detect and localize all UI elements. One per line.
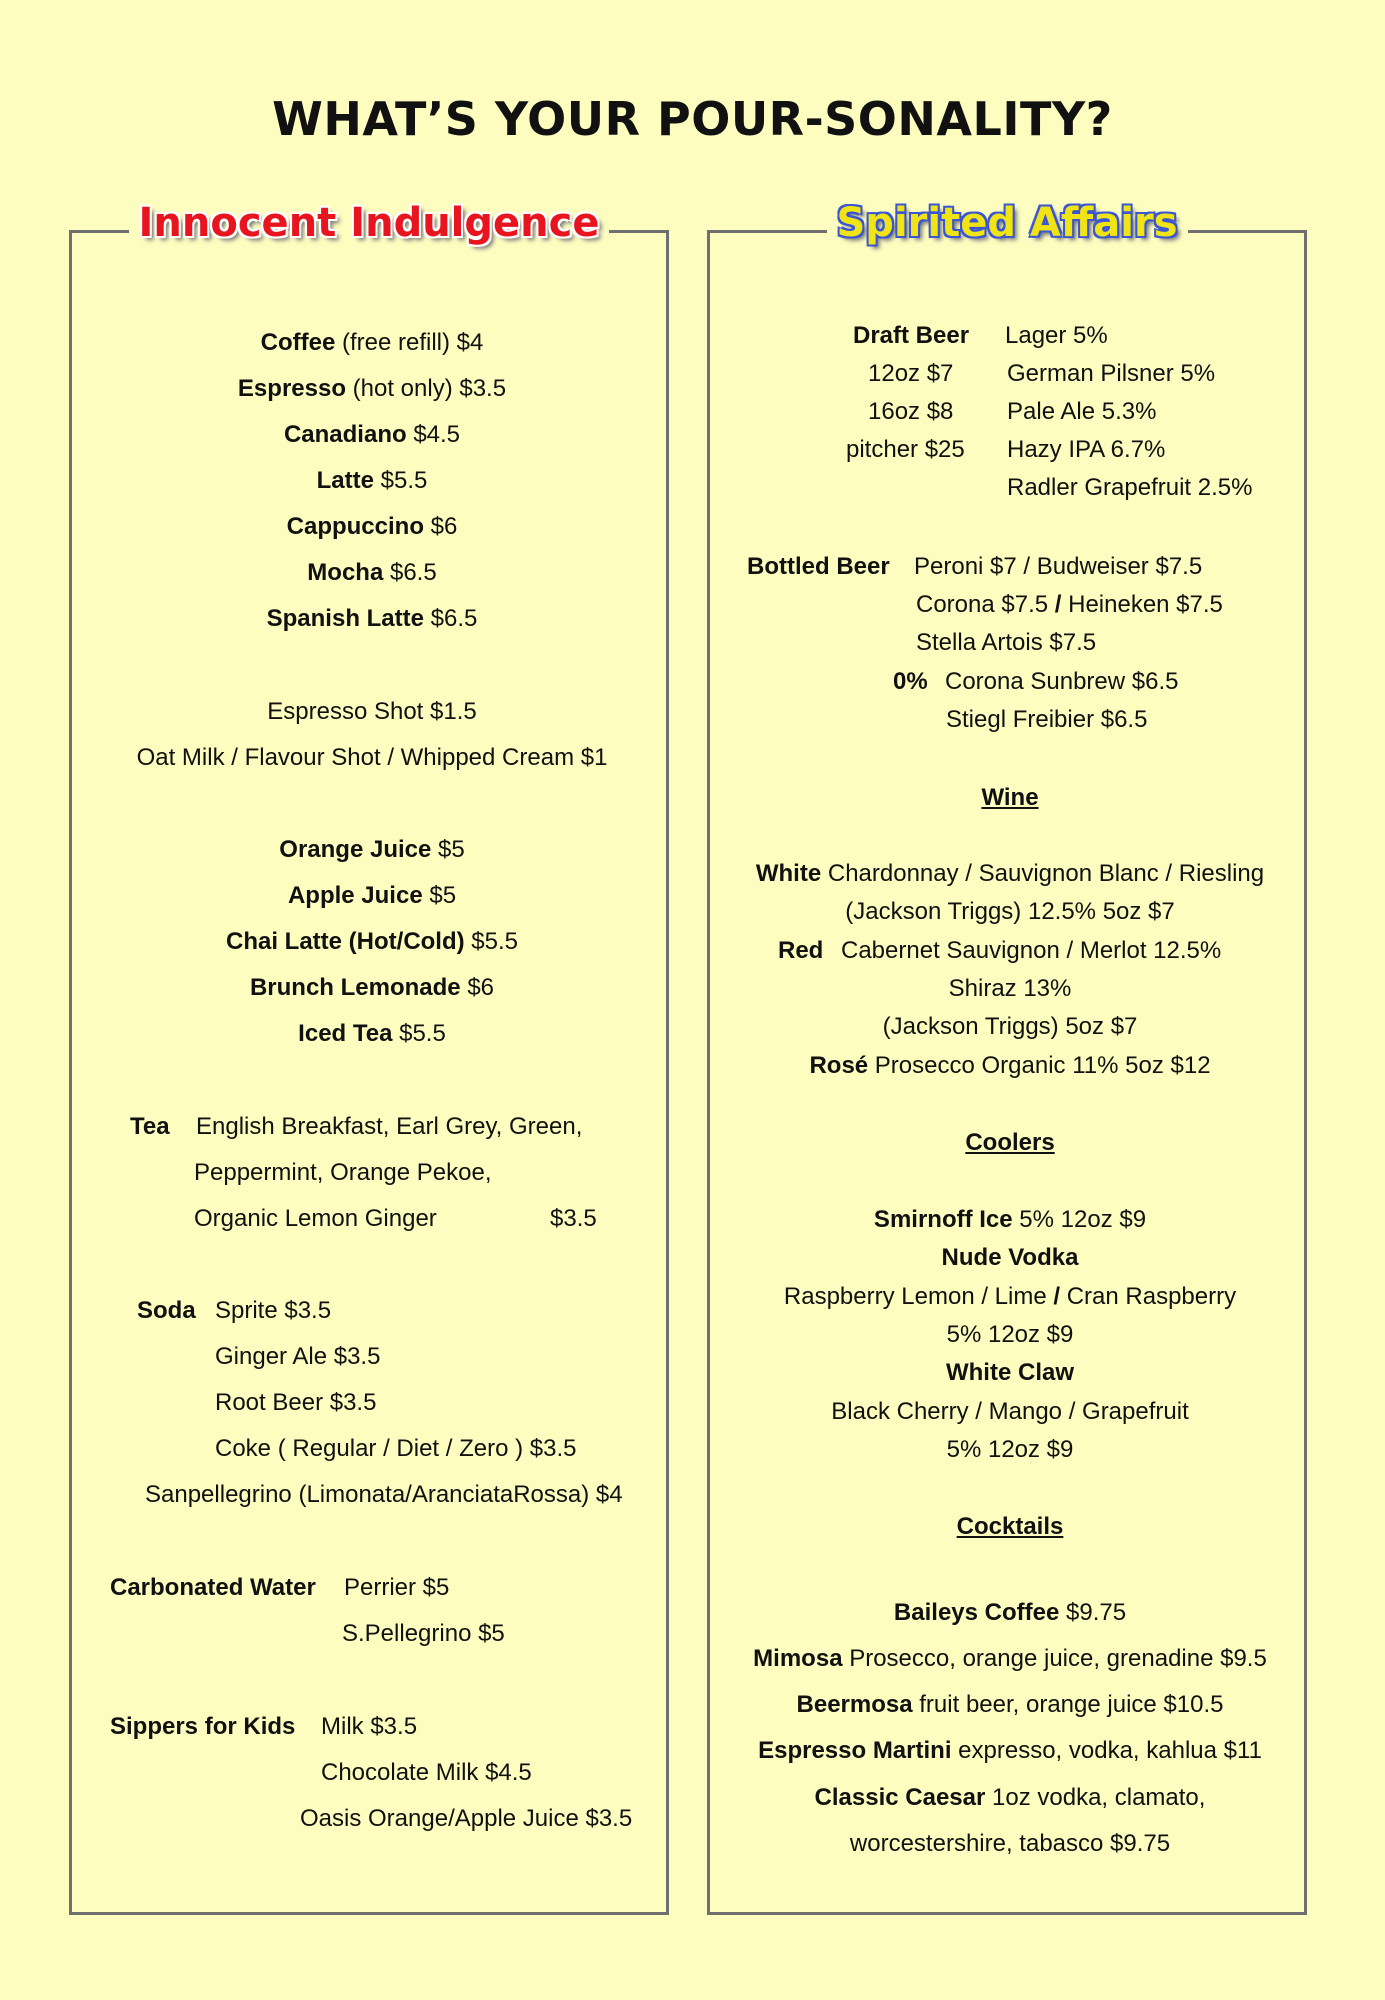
cooler-line: Black Cherry / Mango / Grapefruit — [831, 1398, 1189, 1425]
cocktail-item: Baileys Coffee $9.75 — [893, 1599, 1127, 1626]
cooler-line: Raspberry Lemon / Lime / Cran Raspberry — [783, 1283, 1237, 1310]
menu-item: Chai Latte (Hot/Cold) $5.5 — [225, 928, 519, 955]
wine-line: Rosé Prosecco Organic 11% 5oz $12 — [809, 1052, 1211, 1079]
bottled-line: Corona Sunbrew $6.5 — [945, 668, 1179, 695]
wine-line: Cabernet Sauvignon / Merlot 12.5% — [841, 937, 1222, 964]
coolers-heading: Coolers — [965, 1129, 1055, 1156]
spirited-affairs-heading: Spirited Affairs — [710, 197, 1304, 249]
draft-size: pitcher $25 — [846, 436, 965, 463]
menu-item: Canadiano $4.5 — [283, 421, 461, 448]
cooler-line: 5% 12oz $9 — [946, 1436, 1074, 1463]
tea-price: $3.5 — [550, 1205, 597, 1232]
menu-item: Iced Tea $5.5 — [298, 1020, 446, 1047]
menu-item: Mocha $6.5 — [307, 559, 437, 586]
tea-line: English Breakfast, Earl Grey, Green, — [196, 1113, 583, 1140]
innocent-indulgence-heading: Innocent Indulgence — [72, 197, 666, 249]
water-line: Perrier $5 — [344, 1574, 450, 1601]
tea-line: Organic Lemon Ginger — [194, 1205, 437, 1232]
cocktail-item: Mimosa Prosecco, orange juice, grenadine $9.5 — [753, 1645, 1267, 1672]
zero-percent-label: 0% — [893, 668, 928, 695]
extra-item: Espresso Shot $1.5 — [267, 698, 477, 725]
menu-item: Cappuccino $6 — [286, 513, 458, 540]
cooler-line: Nude Vodka — [941, 1244, 1079, 1271]
water-label: Carbonated Water — [110, 1574, 316, 1601]
wine-line: Shiraz 13% — [948, 975, 1072, 1002]
menu-item: Spanish Latte $6.5 — [266, 605, 478, 632]
cocktails-heading: Cocktails — [956, 1513, 1064, 1540]
cocktail-item: Classic Caesar 1oz vodka, clamato, — [814, 1784, 1206, 1811]
kids-line: Milk $3.5 — [321, 1713, 418, 1740]
bottled-line: Stella Artois $7.5 — [916, 629, 1097, 656]
draft-size: 16oz $8 — [868, 398, 954, 425]
wine-line: (Jackson Triggs) 12.5% 5oz $7 — [845, 898, 1175, 925]
draft-style: Lager 5% — [1005, 322, 1108, 349]
wine-line: White Chardonnay / Sauvignon Blanc / Riesling — [755, 860, 1265, 887]
draft-size: 12oz $7 — [868, 360, 954, 387]
menu-item: Orange Juice $5 — [279, 836, 465, 863]
bottled-line: Stiegl Freibier $6.5 — [946, 706, 1148, 733]
soda-line: Sprite $3.5 — [215, 1297, 332, 1324]
menu-item: Brunch Lemonade $6 — [249, 974, 495, 1001]
draft-style: Hazy IPA 6.7% — [1007, 436, 1166, 463]
soda-line: Coke ( Regular / Diet / Zero ) $3.5 — [215, 1435, 577, 1462]
soda-line: Sanpellegrino (Limonata/AranciataRossa) $4 — [145, 1481, 623, 1508]
menu-item: Espresso (hot only) $3.5 — [237, 375, 507, 402]
soda-line: Ginger Ale $3.5 — [215, 1343, 381, 1370]
water-line: S.Pellegrino $5 — [342, 1620, 505, 1647]
wine-heading: Wine — [981, 784, 1039, 811]
cooler-line: 5% 12oz $9 — [946, 1321, 1074, 1348]
red-label: Red — [778, 937, 824, 964]
menu-item: Apple Juice $5 — [287, 882, 457, 909]
bottled-line: Corona $7.5 / Heineken $7.5 — [916, 591, 1223, 618]
cooler-line: White Claw — [945, 1359, 1075, 1386]
draft-style: Radler Grapefruit 2.5% — [1007, 474, 1253, 501]
kids-label: Sippers for Kids — [110, 1713, 296, 1740]
draft-beer-label: Draft Beer — [853, 322, 970, 349]
bottled-beer-label: Bottled Beer — [747, 553, 890, 580]
cocktail-item: worcestershire, tabasco $9.75 — [849, 1830, 1171, 1857]
cocktail-item: Beermosa fruit beer, orange juice $10.5 — [796, 1691, 1224, 1718]
cooler-line: Smirnoff Ice 5% 12oz $9 — [873, 1206, 1147, 1233]
cocktail-item: Espresso Martini expresso, vodka, kahlua $11 — [758, 1737, 1262, 1764]
menu-item: Coffee (free refill) $4 — [260, 329, 484, 356]
tea-label: Tea — [130, 1113, 170, 1140]
wine-line: (Jackson Triggs) 5oz $7 — [882, 1013, 1138, 1040]
draft-style: German Pilsner 5% — [1007, 360, 1216, 387]
tea-line: Peppermint, Orange Pekoe, — [194, 1159, 492, 1186]
page-title: WHAT’S YOUR POUR-SONALITY? — [272, 92, 1113, 146]
kids-line: Chocolate Milk $4.5 — [321, 1759, 532, 1786]
soda-line: Root Beer $3.5 — [215, 1389, 377, 1416]
kids-line: Oasis Orange/Apple Juice $3.5 — [300, 1805, 633, 1832]
menu-item: Latte $5.5 — [316, 467, 428, 494]
draft-style: Pale Ale 5.3% — [1007, 398, 1157, 425]
bottled-line: Peroni $7 / Budweiser $7.5 — [914, 553, 1203, 580]
soda-label: Soda — [137, 1297, 196, 1324]
extra-item: Oat Milk / Flavour Shot / Whipped Cream $1 — [136, 744, 608, 771]
